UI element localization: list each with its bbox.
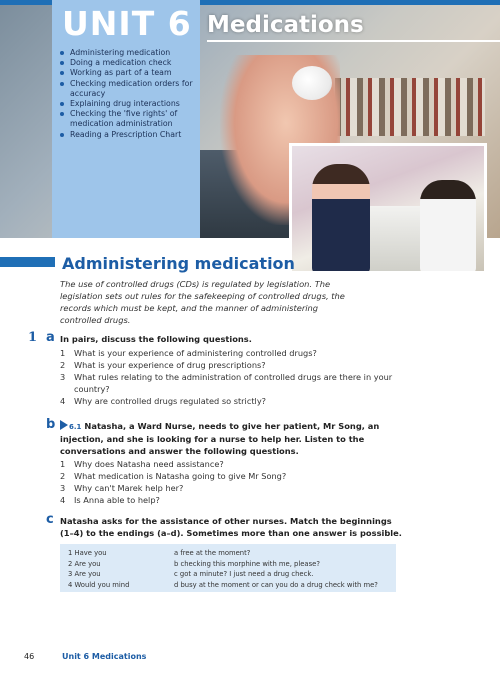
exercise-b-questions: [60, 458, 400, 506]
unit-label: UNIT 6: [62, 4, 192, 43]
exercise-b-instruction-text: Natasha, a Ward Nurse, needs to give her patient, Mr Song, an injection, and she is looking for a nurse to help her. Listen to the conversations and answer the following questions.: [60, 421, 380, 456]
beginning-item: 3 Are you: [68, 570, 101, 579]
exercise-a-instruction: In pairs, discuss the following questions.: [60, 334, 252, 344]
unit-title: Medications: [207, 12, 364, 38]
exercise-c-instruction: Natasha asks for the assistance of other nurses. Match the beginnings (1–4) to the endings (a–d). Sometimes more than one answer is possible.: [60, 516, 402, 538]
exercise-b-instruction: [60, 420, 390, 457]
question-item: 2 What medication is Natasha going to give Mr Song?: [60, 471, 287, 481]
bullet-icon: [60, 61, 64, 65]
nurses-photo: [289, 143, 487, 274]
bullet-icon: [60, 71, 64, 75]
exercise-letter-a: a: [46, 330, 55, 345]
objective-item: Explaining drug interactions: [58, 99, 198, 109]
question-item: 3 What rules relating to the administration of controlled drugs are there in your country?: [60, 372, 393, 394]
objective-item: Checking medication orders for accuracy: [58, 79, 198, 99]
beginnings-column: [68, 548, 129, 590]
section-accent-bar: [0, 257, 55, 267]
objective-item: Working as part of a team: [58, 68, 198, 78]
objective-item: Administering medication: [58, 48, 198, 58]
ending-item: c got a minute? I just need a drug check.: [174, 570, 314, 579]
cabinet-image: [370, 206, 420, 272]
beginning-item: 2 Are you: [68, 559, 101, 568]
page-number: 46: [24, 652, 35, 661]
audio-track-number: 6.1: [69, 423, 82, 431]
bullet-icon: [60, 51, 64, 55]
objectives-list: [58, 48, 198, 140]
beginning-item: 4 Would you mind: [68, 580, 130, 589]
footer-unit-label: Unit 6 Medications: [62, 652, 147, 661]
ending-item: b checking this morphine with me, please?: [174, 559, 320, 568]
pill-bottle-image: [292, 66, 332, 100]
ending-item: a free at the moment?: [174, 549, 251, 557]
section-title: Administering medication: [62, 254, 295, 273]
question-item: 1 What is your experience of administering controlled drugs?: [60, 348, 317, 358]
bullet-icon: [60, 112, 64, 116]
bullet-icon: [60, 102, 64, 106]
bullet-icon: [60, 133, 64, 137]
section-intro: The use of controlled drugs (CDs) is regulated by legislation. The legislation sets out rules for the safekeeping of controlled drugs, the records which must be kept, and the manner of administering controlled drugs.: [60, 279, 345, 325]
exercise-number: 1: [28, 330, 38, 345]
objective-item: Reading a Prescription Chart: [58, 130, 198, 140]
beginning-item: 1 Have you: [68, 549, 107, 557]
exercise-a-questions: [60, 347, 400, 407]
endings-column: [174, 548, 378, 590]
nurse-image: [312, 164, 370, 274]
medicine-shelf-image: [335, 78, 485, 136]
question-item: 4 Is Anna able to help?: [60, 495, 160, 505]
nurse-image: [420, 180, 476, 274]
audio-play-icon[interactable]: [60, 420, 68, 430]
exercise-letter-c: c: [46, 512, 54, 527]
question-item: 2 What is your experience of drug prescriptions?: [60, 360, 266, 370]
objective-item: Checking the 'five rights' of medication administration: [58, 109, 198, 129]
question-item: 3 Why can't Marek help her?: [60, 483, 184, 493]
question-item: 4 Why are controlled drugs regulated so strictly?: [60, 396, 267, 406]
title-underline: [207, 40, 500, 42]
exercise-letter-b: b: [46, 417, 56, 432]
bullet-icon: [60, 82, 64, 86]
ending-item: d busy at the moment or can you do a drug check with me?: [174, 580, 378, 589]
objective-item: Doing a medication check: [58, 58, 198, 68]
matching-box: [60, 544, 396, 592]
question-item: 1 Why does Natasha need assistance?: [60, 459, 224, 469]
